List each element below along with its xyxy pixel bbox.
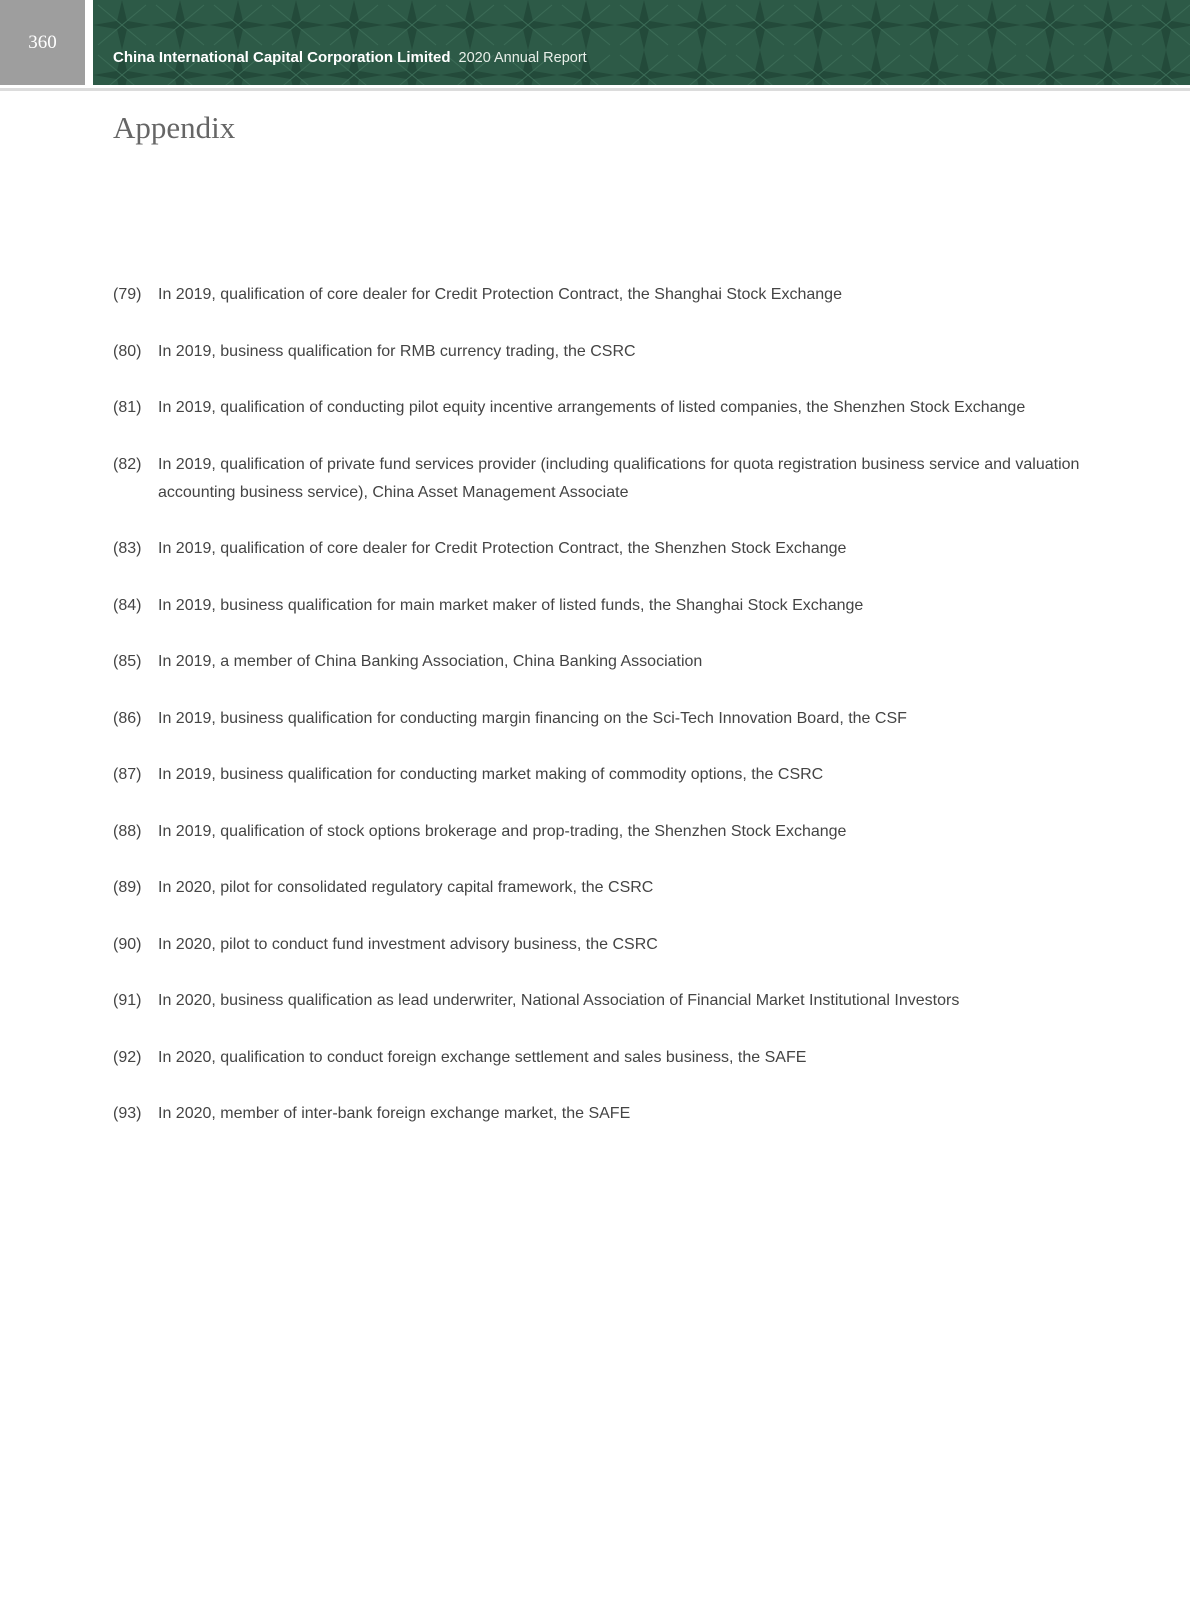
item-text: In 2019, a member of China Banking Association, China Banking Association — [158, 653, 703, 670]
item-text: In 2019, business qualification for conducting margin financing on the Sci-Tech Innovation Board, the CSF — [158, 709, 907, 727]
item-number: (86) — [113, 709, 142, 727]
page-number: 360 — [0, 0, 85, 85]
item-number: (91) — [113, 992, 142, 1009]
item-text: In 2020, pilot for consolidated regulatory capital framework, the CSRC — [158, 879, 654, 896]
item-number: (89) — [113, 879, 142, 896]
header-divider — [0, 88, 1190, 91]
list-item — [113, 451, 1113, 507]
page-title: Appendix — [113, 110, 236, 145]
item-number: (85) — [113, 653, 142, 670]
item-number: (87) — [113, 766, 142, 783]
item-text: In 2019, qualification of private fund services provider (including qualifications for quota registration business service and valuation accounting business service), China Asset Management Associate — [158, 455, 1080, 501]
list-item — [113, 592, 1113, 620]
item-number: (92) — [113, 1048, 142, 1066]
item-number: (80) — [113, 342, 142, 360]
item-text: In 2020, pilot to conduct fund investment advisory business, the CSRC — [158, 935, 658, 953]
list-item — [113, 987, 1113, 1015]
company-name: China International Capital Corporation Limited — [113, 49, 451, 66]
item-number: (83) — [113, 540, 142, 557]
list-item — [113, 931, 1113, 959]
list-item — [113, 818, 1113, 846]
list-item — [113, 1044, 1113, 1072]
list-item — [113, 874, 1113, 902]
item-text: In 2019, business qualification for RMB currency trading, the CSRC — [158, 342, 636, 360]
item-number: (90) — [113, 935, 142, 953]
item-text: In 2019, business qualification for main market maker of listed funds, the Shanghai Stock Exchange — [158, 596, 864, 614]
item-text: In 2019, qualification of conducting pilot equity incentive arrangements of listed companies, the Shenzhen Stock Exchange — [158, 399, 1026, 416]
pattern-decoration — [93, 0, 1190, 85]
item-number: (84) — [113, 596, 142, 614]
list-item — [113, 705, 1113, 733]
qualification-list — [113, 281, 1113, 1157]
item-text: In 2019, qualification of core dealer for Credit Protection Contract, the Shenzhen Stock Exchange — [158, 540, 847, 557]
item-number: (79) — [113, 286, 142, 303]
item-text: In 2020, qualification to conduct foreign exchange settlement and sales business, the SAFE — [158, 1048, 807, 1066]
item-number: (82) — [113, 455, 142, 473]
list-item — [113, 648, 1113, 676]
item-text: In 2020, business qualification as lead underwriter, National Association of Financial Market Institutional Investors — [158, 992, 960, 1009]
list-item — [113, 761, 1113, 789]
item-number: (93) — [113, 1105, 142, 1122]
list-item — [113, 338, 1113, 366]
list-item — [113, 535, 1113, 563]
list-item — [113, 1100, 1113, 1128]
item-text: In 2020, member of inter-bank foreign exchange market, the SAFE — [158, 1105, 631, 1122]
header-band — [93, 0, 1190, 85]
item-text: In 2019, qualification of core dealer for Credit Protection Contract, the Shanghai Stock Exchange — [158, 286, 842, 303]
list-item — [113, 281, 1113, 309]
item-text: In 2019, qualification of stock options brokerage and prop-trading, the Shenzhen Stock Exchange — [158, 822, 847, 840]
report-name: 2020 Annual Report — [458, 50, 587, 66]
item-number: (81) — [113, 399, 142, 416]
item-text: In 2019, business qualification for conducting market making of commodity options, the CSRC — [158, 766, 824, 783]
item-number: (88) — [113, 822, 142, 840]
list-item — [113, 394, 1113, 422]
header-title — [113, 49, 587, 66]
